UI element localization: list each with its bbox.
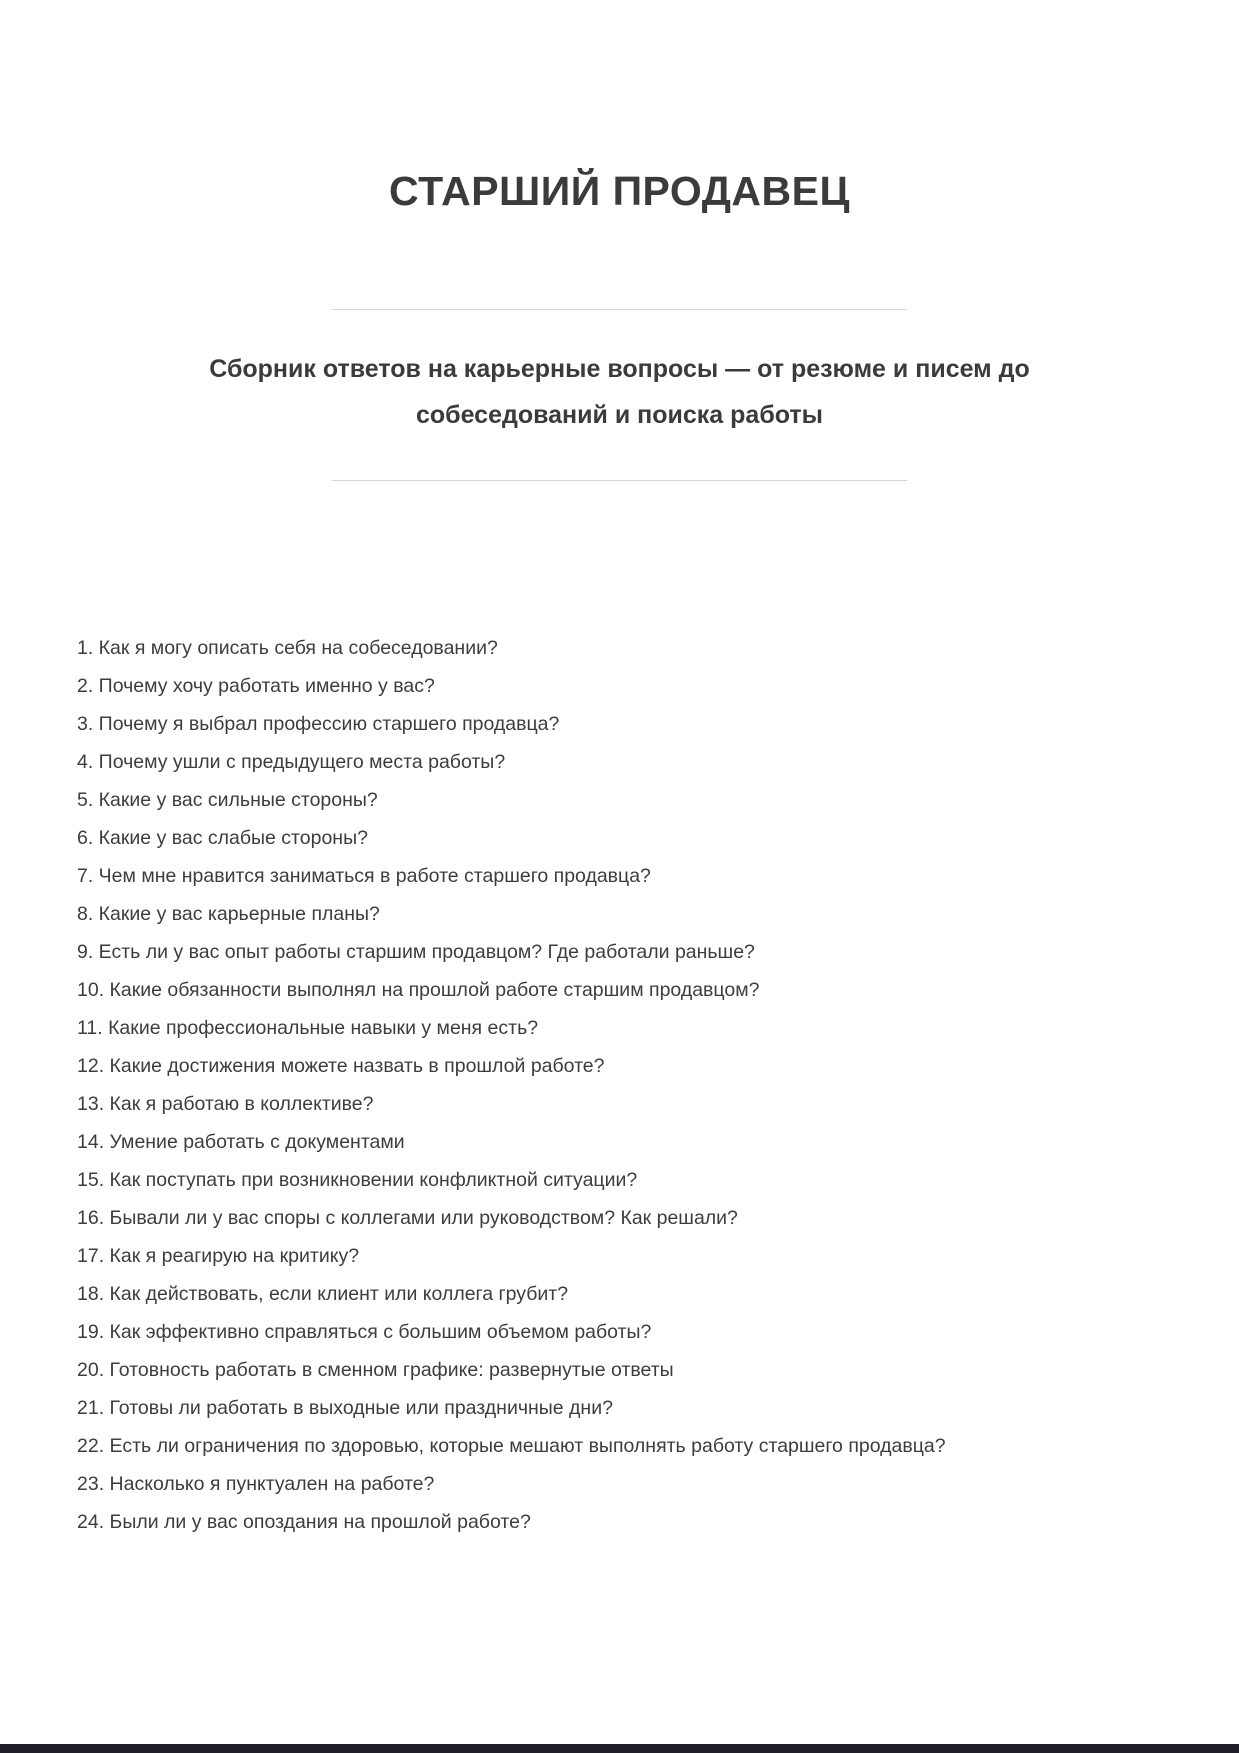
list-item: 8. Какие у вас карьерные планы? — [77, 903, 380, 925]
list-item: 21. Готовы ли работать в выходные или праздничные дни? — [77, 1397, 613, 1419]
list-item: 16. Бывали ли у вас споры с коллегами или руководством? Как решали? — [77, 1207, 738, 1229]
list-item: 11. Какие профессиональные навыки у меня есть? — [77, 1017, 539, 1039]
list-item: 22. Есть ли ограничения по здоровью, которые мешают выполнять работу старшего продавца? — [77, 1435, 946, 1457]
list-item: 12. Какие достижения можете назвать в прошлой работе? — [77, 1055, 605, 1077]
list-item: 2. Почему хочу работать именно у вас? — [77, 675, 435, 697]
list-item: 6. Какие у вас слабые стороны? — [77, 827, 368, 849]
list-item: 1. Как я могу описать себя на собеседовании? — [77, 637, 498, 659]
footer-bar — [0, 1744, 1239, 1753]
list-item: 23. Насколько я пунктуален на работе? — [77, 1473, 435, 1495]
list-item: 15. Как поступать при возникновении конфликтной ситуации? — [77, 1169, 638, 1191]
page-subtitle: Сборник ответов на карьерные вопросы — от резюме и писем до собеседований и поиска работы — [209, 355, 1030, 429]
document-header — [0, 0, 1239, 215]
list-item: 10. Какие обязанности выполнял на прошлой работе старшим продавцом? — [77, 979, 760, 1001]
list-item: 18. Как действовать, если клиент или коллега грубит? — [77, 1283, 569, 1305]
list-item: 19. Как эффективно справляться с большим объемом работы? — [77, 1321, 652, 1343]
divider-top — [332, 309, 907, 310]
question-list — [0, 629, 1239, 1541]
list-item: 17. Как я реагирую на критику? — [77, 1245, 360, 1267]
list-item: 24. Были ли у вас опоздания на прошлой работе? — [77, 1511, 531, 1533]
list-item: 3. Почему я выбрал профессию старшего продавца? — [77, 713, 560, 735]
page-title: СТАРШИЙ ПРОДАВЕЦ — [389, 168, 850, 214]
divider-bottom — [332, 480, 907, 481]
list-item: 20. Готовность работать в сменном графике: развернутые ответы — [77, 1359, 674, 1381]
list-item: 7. Чем мне нравится заниматься в работе старшего продавца? — [77, 865, 651, 887]
list-item: 13. Как я работаю в коллективе? — [77, 1093, 374, 1115]
list-item: 9. Есть ли у вас опыт работы старшим продавцом? Где работали раньше? — [77, 941, 755, 963]
list-item: 14. Умение работать с документами — [77, 1131, 405, 1153]
list-item: 5. Какие у вас сильные стороны? — [77, 789, 378, 811]
list-item: 4. Почему ушли с предыдущего места работы? — [77, 751, 506, 773]
